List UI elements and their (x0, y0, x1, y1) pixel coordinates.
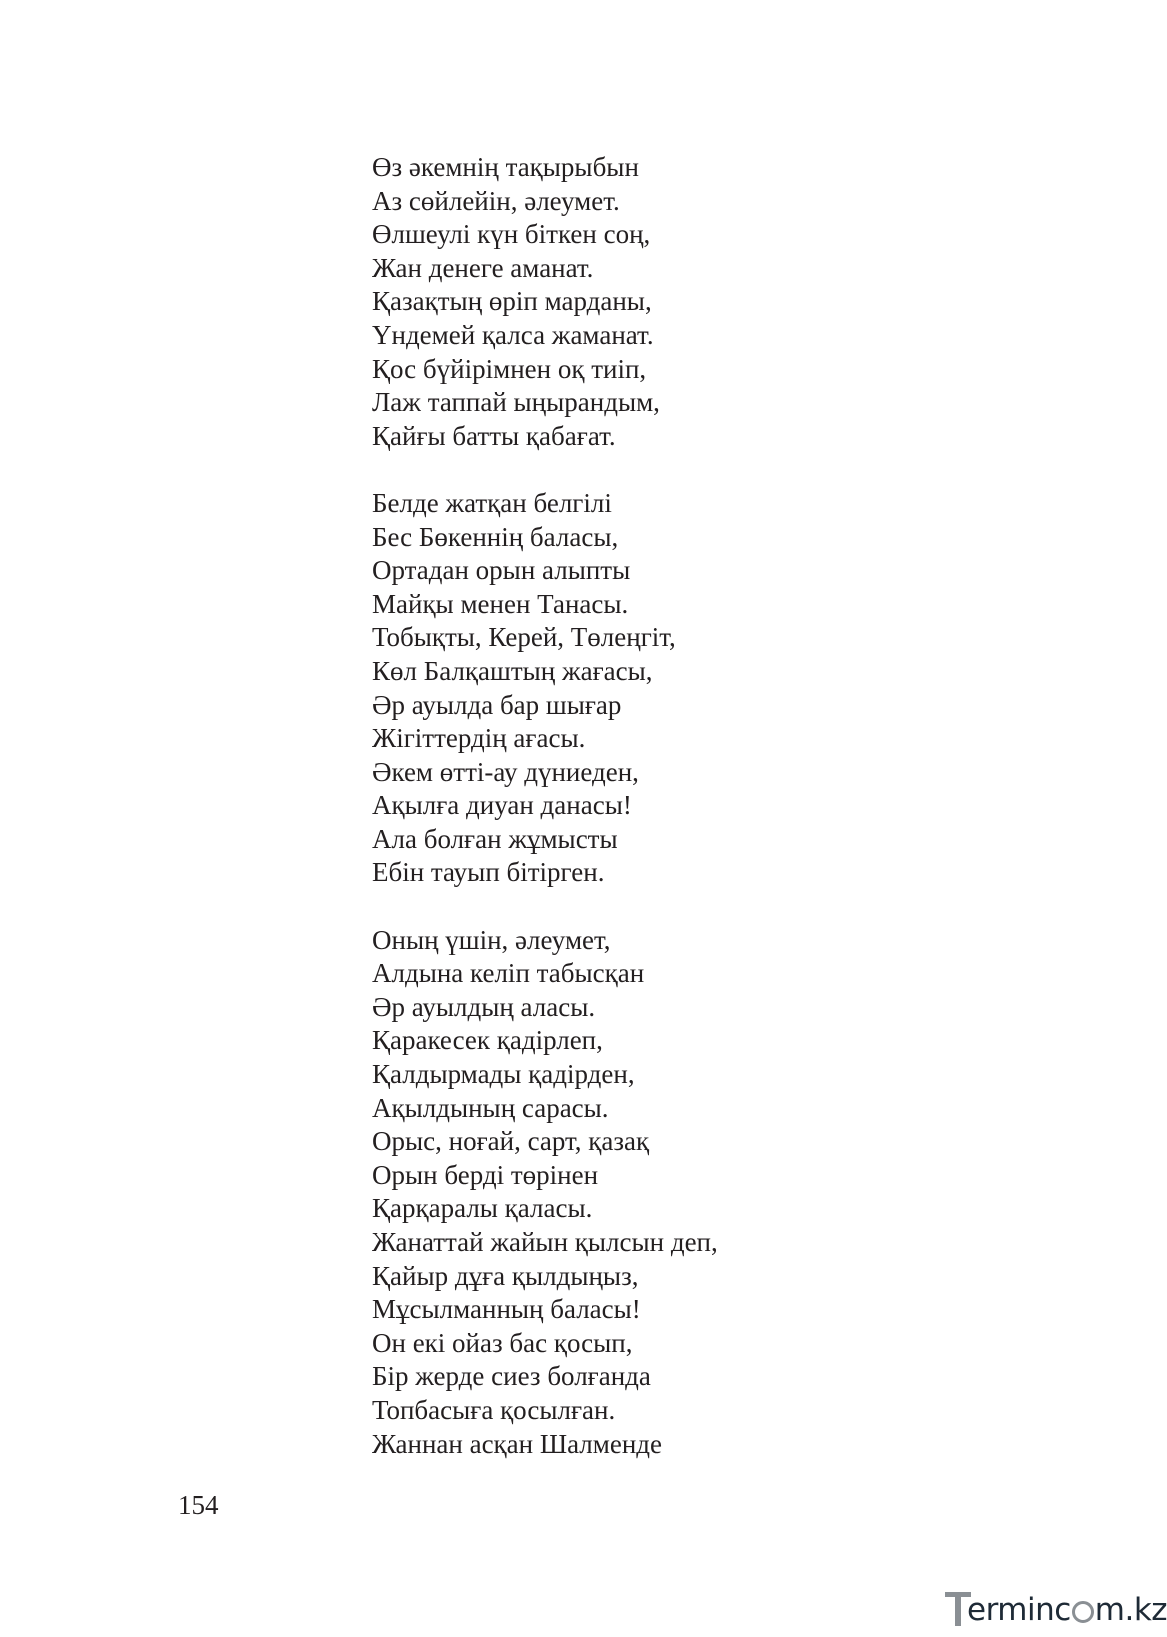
poem-line: Орын берді төрінен (372, 1159, 599, 1190)
poem-line: Тобықты, Керей, Төлеңгіт, (372, 622, 676, 653)
poem-line: Бес Бөкеннің баласы, (372, 521, 619, 552)
poem-line: Жігіттердің ағасы. (372, 723, 586, 754)
stanza-3 (372, 924, 892, 1462)
poem-line: Он екі ойаз бас қосып, (372, 1327, 633, 1358)
watermark-text (967, 1590, 1167, 1630)
poem-line: Қайыр дұға қылдыңыз, (372, 1260, 639, 1291)
poem-line: Әр ауылдың аласы. (372, 991, 596, 1022)
poem-line: Қарқаралы қаласы. (372, 1193, 593, 1224)
poem-line: Топбасыға қосылған. (372, 1394, 616, 1425)
poem-line: Ақылдының сарасы. (372, 1092, 609, 1123)
poem-line: Майқы менен Танасы. (372, 588, 629, 619)
poem-line: Қалдырмады қадірден, (372, 1059, 635, 1090)
poem-line: Әкем өтті-ау дүниеден, (372, 756, 639, 787)
watermark-text-part1: erminc (967, 1592, 1071, 1628)
poem-line: Үндемей қалса жаманат. (372, 319, 654, 350)
poem-line: Өз әкемнің тақырыбын (372, 152, 639, 182)
poem-line: Оның үшін, әлеумет, (372, 924, 611, 955)
poem-line: Бір жерде сиез болғанда (372, 1361, 651, 1392)
watermark (945, 1590, 1167, 1630)
poem-line: Жан денеге аманат. (372, 252, 594, 283)
poem-line: Орыс, ноғай, сарт, қазақ (372, 1126, 650, 1157)
poem-line: Лаж таппай ыңырандым, (372, 387, 660, 418)
poem-line: Жанаттай жайын қылсын деп, (372, 1227, 718, 1257)
poem-line: Қайғы батты қабағат. (372, 420, 616, 451)
poem (372, 151, 892, 1461)
page-number: 154 (178, 1490, 219, 1520)
poem-line: Ала болған жұмысты (372, 823, 618, 854)
poem-line: Қаракесек қадірлеп, (372, 1025, 603, 1056)
stanza-1 (372, 151, 892, 453)
poem-line: Өлшеулі күн біткен соң, (372, 219, 651, 250)
poem-line: Белде жатқан белгілі (372, 487, 612, 518)
poem-line: Қос бүйірімнен оқ тиіп, (372, 353, 647, 384)
stanza-2 (372, 487, 892, 890)
poem-line: Ортадан орын алыпты (372, 555, 631, 586)
watermark-text-part2: m.kz (1094, 1592, 1167, 1628)
poem-line: Қазақтың өріп марданы, (372, 286, 652, 317)
poem-line: Әр ауылда бар шығар (372, 689, 622, 720)
poem-line: Мұсылманның баласы! (372, 1294, 641, 1325)
poem-line: Ақылға диуан данасы! (372, 790, 632, 821)
poem-line: Аз сөйлейін, әлеумет. (372, 185, 620, 216)
poem-line: Жаннан асқан Шалменде (372, 1428, 663, 1459)
magnifier-icon (1072, 1601, 1094, 1623)
poem-line: Алдына келіп табысқан (372, 958, 645, 989)
poem-line: Ебін тауып бітірген. (372, 857, 605, 888)
poem-line: Көл Балқаштың жағасы, (372, 655, 653, 686)
